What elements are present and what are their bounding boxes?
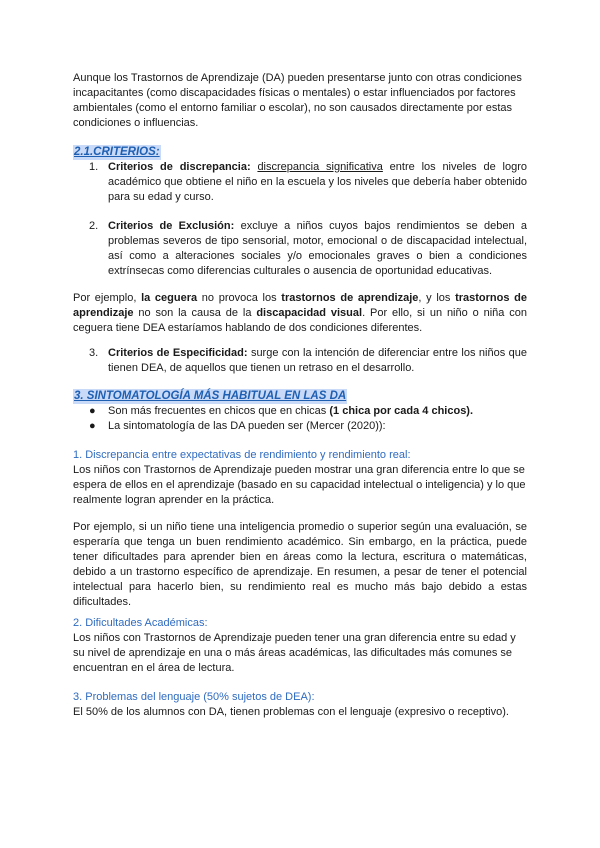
bullet-icon: ● [89,405,96,417]
example-paragraph [73,291,527,336]
subheading-lenguaje: 3. Problemas del lenguaje (50% sujetos de DEA): [73,691,315,703]
criteria-item-especificidad [89,346,527,376]
text-run: Son más frecuentes en chicos que en chicas [108,405,330,417]
text-run: no son la causa de la [133,307,257,319]
list-number: 3. [89,347,99,359]
criteria-text: entre los niveles de logro académico que obtiene el niño en la escuela y los niveles que debería haber obtenido para su edad y curso. [108,161,528,203]
bullet-text: La sintomatología de las DA pueden ser (Mercer (2020)): [108,420,386,432]
section-heading-sintomatologia: 3. SINTOMATOLOGÍA MÁS HABITUAL EN LAS DA [74,390,347,402]
paragraph-ejemplo: Por ejemplo, si un niño tiene una inteligencia promedio o superior según una evaluación, se esperaría que tenga un buen rendimiento académico. Sin embargo, en la práctica, puede tener dificultades para aprender bien en áreas como la lectura, escritura o matemáticas, debido a un trastorno específico de aprendizaje. En resumen, a pesar de tener el potencial intelectual para hacerlo bien, su rendimiento real es mucho más bajo debido a estas dificultades. [73,521,527,608]
subheading-discrepancia: 1. Discrepancia entre expectativas de rendimiento y rendimiento real: [73,449,411,461]
criteria-label: Criterios de Exclusión: [108,220,235,232]
bold-run: (1 chica por cada 4 chicos). [329,405,474,417]
paragraph-lenguaje: El 50% de los alumnos con DA, tienen problemas con el lenguaje (expresivo o receptivo). [73,706,509,718]
text-run: Por ejemplo, [73,292,142,304]
criteria-text: excluye a niños cuyos bajos rendimientos se deben a problemas severos de tipo sensorial, motor, emocional o de discapacidad intelectual, así como a alteraciones sociales y/o emocionales graves o bien a condiciones extrínsecas como diferencias culturales o ausencia de oportunidad educativas. [108,220,527,277]
criteria-label: Criterios de Especificidad: [108,347,248,359]
bullet-icon: ● [89,420,96,432]
text-run: . Por ello, si un niño o niña con ceguera tiene DEA estaríamos hablando de dos condiciones diferentes. [73,307,527,334]
bold-run: trastornos de aprendizaje [281,292,419,304]
section-heading-criterios: 2.1.CRITERIOS: [74,146,160,158]
intro-paragraph: Aunque los Trastornos de Aprendizaje (DA) pueden presentarse junto con otras condiciones incapacitantes (como discapacidades físicas o mentales) o estar influenciados por factores ambientales (como el entorno familiar o escolar), no son causados directamente por estas condiciones o influencias. [73,72,522,129]
text-run: no provoca los [197,292,282,304]
text-run: , y los [418,292,456,304]
criteria-text: surge con la intención de diferenciar entre los niños que tienen DEA, de aquellos que tienen un retraso en el desarrollo. [108,347,527,374]
paragraph-dificultades: Los niños con Trastornos de Aprendizaje pueden tener una gran diferencia entre su edad y su nivel de aprendizaje en una o más áreas académicas, las dificultades más comunes se encuentran en el área de lectura. [73,632,516,674]
criteria-label: Criterios de discrepancia: [108,161,251,173]
criteria-item-exclusion [89,219,527,279]
list-number: 2. [89,220,99,232]
subheading-dificultades: 2. Dificultades Académicas: [73,617,208,629]
list-number: 1. [89,161,99,173]
paragraph-discrepancia: Los niños con Trastornos de Aprendizaje pueden mostrar una gran diferencia entre lo que se espera de ellos en el aprendizaje (basado en su capacidad intelectual o inteligencia) y lo que realmente logran aprender en la práctica. [73,464,526,506]
bullet-item-sintomatologia [89,419,527,434]
criteria-item-discrepancia [89,160,527,205]
underlined-term: discrepancia significativa [257,161,383,173]
bullet-item-frecuencia [89,404,527,419]
bold-run: discapacidad visual [256,307,363,319]
bold-run: trastornos de aprendizaje [73,292,527,319]
bold-run: la ceguera [141,292,198,304]
